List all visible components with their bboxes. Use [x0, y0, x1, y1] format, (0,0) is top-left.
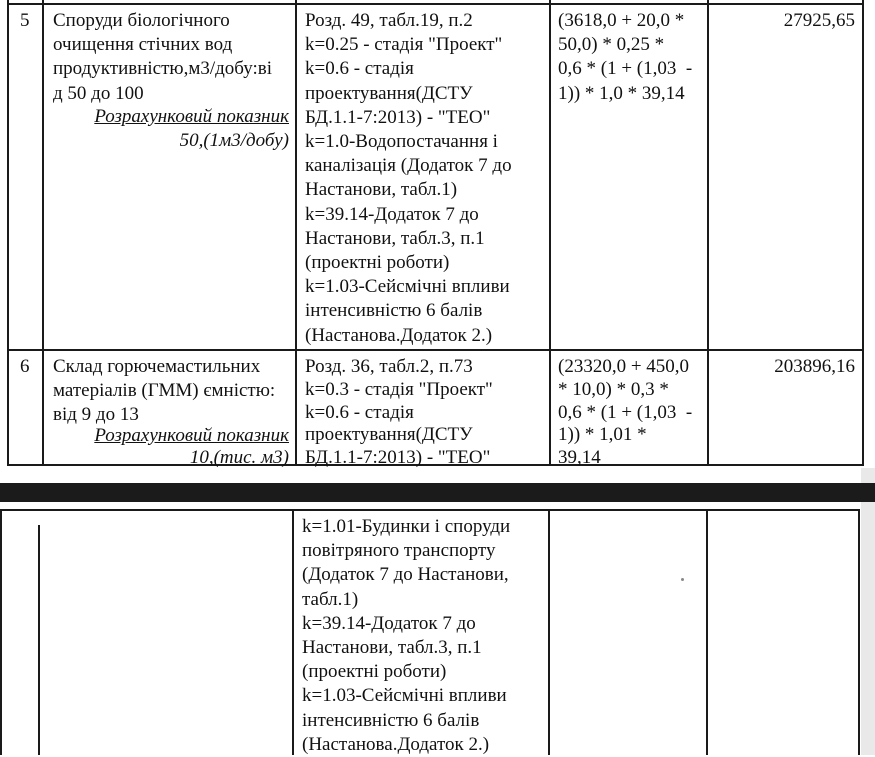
table-border-left	[0, 509, 2, 755]
basis-line: k=1.0-Водопостачання і	[305, 131, 498, 152]
basis-line: k=0.6 - стадія	[305, 401, 414, 423]
page-edge-shadow	[861, 468, 875, 755]
formula-line: * 10,0) * 0,3 *	[558, 378, 669, 400]
formula-line: (23320,0 + 450,0	[558, 356, 690, 377]
basis-line: k=0.3 - стадія "Проект"	[305, 378, 493, 400]
basis-line: БД.1.1-7:2013) - "ТЕО"	[305, 106, 491, 128]
column-divider-num	[42, 0, 44, 466]
indicator-value: 50,(1м3/добу)	[179, 130, 289, 151]
formula-line: 1)) * 1,0 * 39,14	[558, 82, 685, 104]
formula-line: 39,14	[558, 447, 601, 469]
column-divider-num	[38, 525, 40, 755]
basis-line: Настанови, табл.1)	[305, 179, 458, 201]
basis-line: Розд. 36, табл.2, п.73	[305, 356, 473, 377]
column-divider-name	[295, 0, 297, 466]
table-border-top	[0, 509, 860, 511]
basis-line: (проектні роботи)	[302, 661, 447, 683]
column-divider-formula	[707, 0, 709, 466]
basis-line: інтенсивністю 6 балів	[305, 300, 483, 322]
cost-value: 203896,16	[774, 356, 855, 377]
work-name-line: від 9 до 13	[53, 404, 139, 426]
formula-line: 0,6 * (1 + (1,03 -	[558, 58, 693, 80]
basis-line: Розд. 49, табл.19, п.2	[305, 10, 473, 31]
row-number: 5	[20, 10, 30, 31]
work-name-line: Склад горючемастильних	[53, 356, 261, 377]
work-name-line: Споруди біологічного	[53, 10, 230, 31]
scan-speck	[681, 578, 684, 581]
formula-line: 1)) * 1,01 *	[558, 424, 647, 446]
column-divider-basis	[549, 0, 551, 466]
basis-line: Настанови, табл.3, п.1	[305, 227, 485, 249]
basis-line: k=39.14-Додаток 7 до	[305, 203, 479, 225]
table-border-left	[7, 0, 9, 466]
basis-line: повітряного транспорту	[302, 540, 496, 562]
basis-line: k=0.6 - стадія	[305, 58, 414, 80]
indicator-value: 10,(тис. м3)	[189, 447, 289, 468]
basis-line: проектування(ДСТУ	[305, 424, 473, 446]
basis-line: k=0.25 - стадія "Проект"	[305, 34, 503, 56]
row-divider	[7, 349, 864, 351]
work-name-line: д 50 до 100	[53, 82, 144, 104]
basis-line: (Додаток 7 до Настанови,	[302, 564, 509, 586]
basis-line: k=1.03-Сейсмічні впливи	[305, 276, 510, 298]
indicator-label: Розрахунковий показник	[94, 425, 289, 446]
basis-line: (Настанова.Додаток 2.)	[305, 324, 493, 346]
column-divider-formula	[706, 509, 708, 755]
formula-line: 0,6 * (1 + (1,03 -	[558, 401, 693, 423]
formula-line: 50,0) * 0,25 *	[558, 34, 665, 56]
table-border-top	[7, 3, 864, 5]
formula-line: (3618,0 + 20,0 *	[558, 10, 685, 31]
column-divider-basis	[548, 509, 550, 755]
basis-line: k=1.03-Сейсмічні впливи	[302, 685, 507, 707]
work-name-line: матеріалів (ГММ) ємністю:	[53, 380, 276, 402]
page-break-bar	[0, 483, 875, 502]
basis-line: (проектні роботи)	[305, 252, 450, 273]
table-border-right	[862, 0, 864, 466]
work-name-line: продуктивністю,м3/добу:ві	[53, 58, 273, 80]
basis-line: інтенсивністю 6 балів	[302, 709, 480, 731]
work-name-line: очищення стічних вод	[53, 34, 233, 56]
basis-line: Настанови, табл.3, п.1	[302, 637, 482, 658]
column-divider-name	[292, 509, 294, 755]
table-border-right	[858, 509, 860, 755]
basis-line: БД.1.1-7:2013) - "ТЕО"	[305, 447, 491, 469]
basis-line: (Настанова.Додаток 2.)	[302, 733, 490, 755]
basis-line: k=39.14-Додаток 7 до	[302, 612, 476, 634]
row-number: 6	[20, 356, 30, 377]
indicator-label: Розрахунковий показник	[94, 106, 289, 127]
basis-line: табл.1)	[302, 588, 359, 610]
basis-line: каналізація (Додаток 7 до	[305, 155, 512, 177]
basis-line: k=1.01-Будинки і споруди	[302, 516, 511, 537]
cost-value: 27925,65	[783, 10, 855, 31]
basis-line: проектування(ДСТУ	[305, 82, 473, 104]
